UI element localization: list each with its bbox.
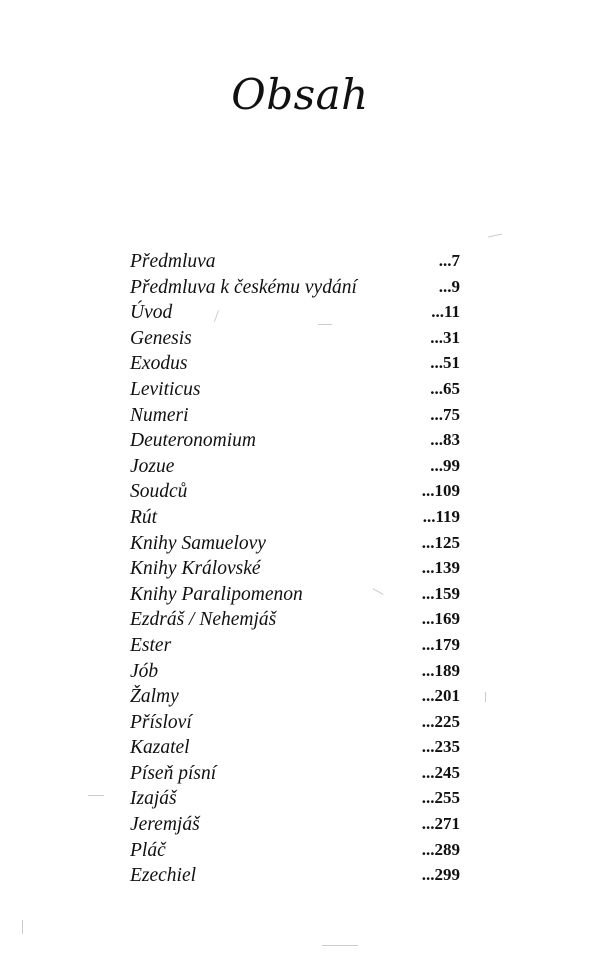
toc-entry-title: Knihy Samuelovy xyxy=(130,532,266,554)
toc-entry-page: ...139 xyxy=(421,558,460,578)
page-title: Obsah xyxy=(231,70,369,119)
toc-entry-title: Pláč xyxy=(130,839,166,861)
toc-entry xyxy=(130,684,460,710)
toc-entry xyxy=(130,326,460,352)
toc-entry xyxy=(130,863,460,889)
toc-entry-title: Jeremjáš xyxy=(130,814,200,836)
scan-speck xyxy=(22,920,23,934)
toc-entry xyxy=(130,582,460,608)
scan-speck xyxy=(88,795,104,796)
toc-entry-title: Předmluva k českému vydání xyxy=(130,276,357,298)
toc-entry-title: Ezdráš / Nehemjáš xyxy=(130,609,277,631)
toc-entry-title: Rút xyxy=(130,506,158,528)
toc-entry-page: ...201 xyxy=(421,686,460,706)
toc-entry xyxy=(130,710,460,736)
toc-entry-page: ...271 xyxy=(421,814,460,834)
toc-entry-title: Jób xyxy=(130,660,159,682)
toc-entry xyxy=(130,428,460,454)
toc-entry-page: ...11 xyxy=(431,302,460,322)
scan-speck xyxy=(322,945,358,946)
toc-entry xyxy=(130,838,460,864)
toc-entry-page: ...225 xyxy=(421,711,460,731)
toc-entry-title: Numeri xyxy=(130,404,189,426)
toc-entry-title: Soudců xyxy=(130,481,188,503)
toc-entry-title: Žalmy xyxy=(130,686,179,708)
toc-entry-page: ...125 xyxy=(421,532,460,552)
toc-entry-page: ...289 xyxy=(421,839,460,859)
toc-entry-page: ...31 xyxy=(430,327,460,347)
toc-entry-page: ...169 xyxy=(421,609,460,629)
toc-entry xyxy=(130,403,460,429)
toc-entry-page: ...235 xyxy=(421,737,460,757)
toc-entry xyxy=(130,275,460,301)
toc-entry-page: ...9 xyxy=(438,276,460,296)
toc-entry-page: ...245 xyxy=(421,762,460,782)
table-of-contents xyxy=(130,249,460,889)
toc-entry xyxy=(130,351,460,377)
toc-entry-title: Genesis xyxy=(130,327,192,349)
toc-entry-title: Izajáš xyxy=(130,788,177,810)
scan-speck xyxy=(485,692,486,702)
toc-entry-page: ...65 xyxy=(430,378,460,398)
toc-entry-title: Knihy Královské xyxy=(130,558,261,580)
toc-entry-page: ...83 xyxy=(430,430,460,450)
toc-entry-page: ...7 xyxy=(438,251,460,270)
toc-entry-title: Úvod xyxy=(130,302,173,324)
toc-entry-page: ...109 xyxy=(421,481,460,501)
toc-entry xyxy=(130,454,460,480)
toc-entry-page: ...159 xyxy=(421,583,460,603)
toc-entry-title: Předmluva xyxy=(130,251,216,272)
toc-entry-title: Píseň písní xyxy=(130,762,217,784)
toc-entry xyxy=(130,531,460,557)
toc-entry-title: Leviticus xyxy=(130,378,201,400)
toc-entry-title: Ester xyxy=(130,634,172,656)
toc-entry xyxy=(130,249,460,275)
toc-entry xyxy=(130,633,460,659)
toc-entry-title: Ezechiel xyxy=(130,865,197,887)
toc-entry xyxy=(130,786,460,812)
toc-entry xyxy=(130,812,460,838)
toc-entry-page: ...255 xyxy=(421,788,460,808)
toc-entry xyxy=(130,556,460,582)
toc-entry-title: Deuteronomium xyxy=(130,430,257,452)
toc-entry-title: Exodus xyxy=(130,353,188,375)
toc-entry-title: Přísloví xyxy=(130,711,192,733)
toc-entry-page: ...99 xyxy=(430,455,460,475)
scan-speck xyxy=(318,324,332,325)
scan-speck xyxy=(488,234,502,238)
toc-entry xyxy=(130,735,460,761)
toc-entry-title: Knihy Paralipomenon xyxy=(130,583,303,605)
toc-entry-page: ...299 xyxy=(421,865,460,885)
toc-entry-page: ...189 xyxy=(421,660,460,680)
toc-entry xyxy=(130,761,460,787)
toc-entry-title: Jozue xyxy=(130,455,175,477)
toc-entry xyxy=(130,377,460,403)
toc-entry xyxy=(130,479,460,505)
toc-entry-page: ...119 xyxy=(422,506,460,526)
toc-entry-title: Kazatel xyxy=(130,737,190,759)
toc-entry xyxy=(130,300,460,326)
toc-entry xyxy=(130,659,460,685)
toc-entry xyxy=(130,505,460,531)
toc-entry-page: ...75 xyxy=(430,404,460,424)
toc-entry-page: ...179 xyxy=(421,634,460,654)
toc-entry xyxy=(130,607,460,633)
toc-entry-page: ...51 xyxy=(430,353,460,373)
